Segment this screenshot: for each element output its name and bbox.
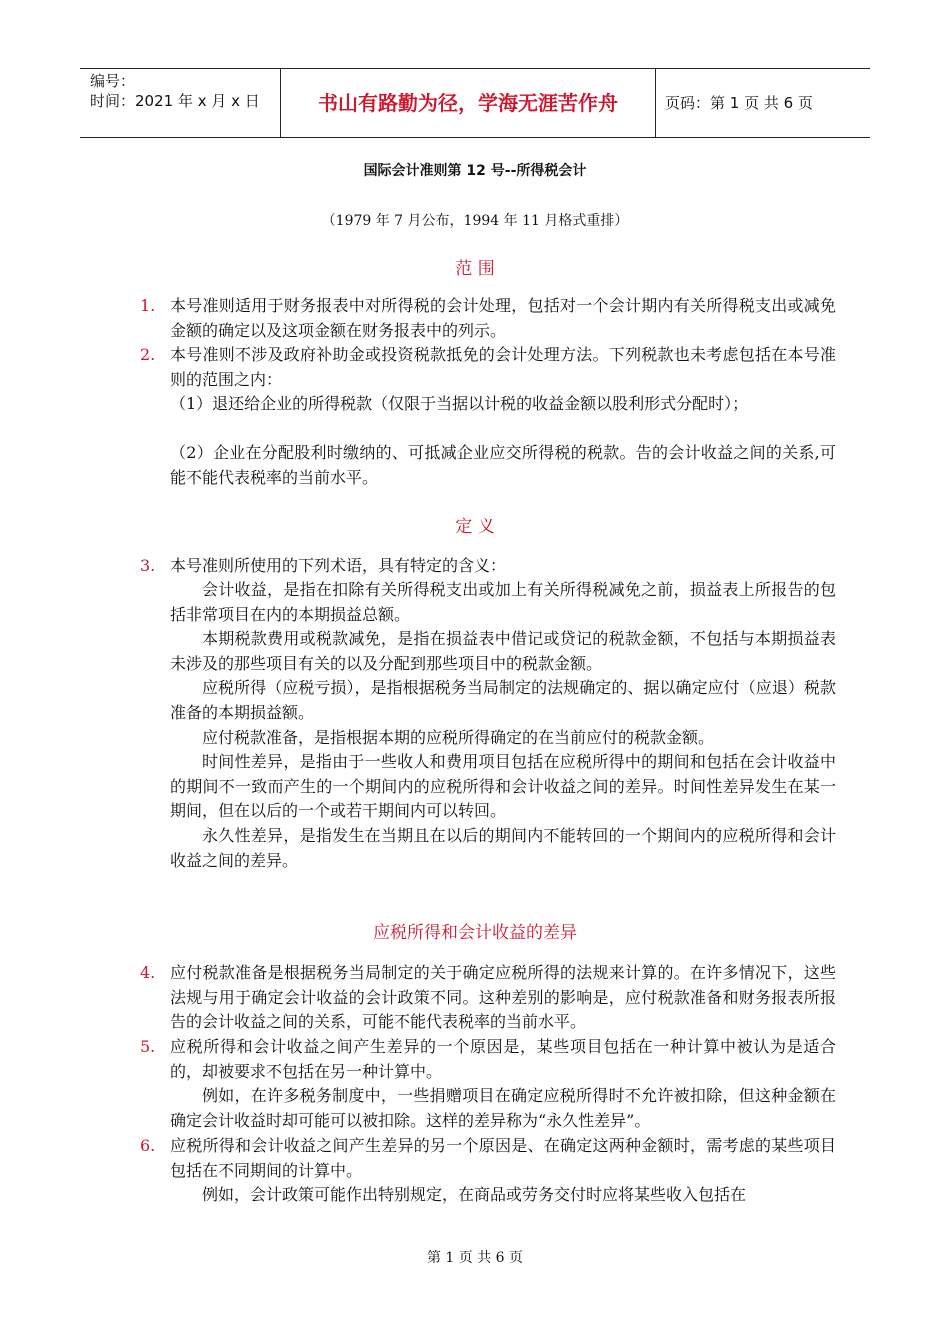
- definition-tax-payable: 应付税款准备，是指根据本期的应税所得确定的在当前应付的税款金额。: [202, 728, 715, 747]
- paragraph-6: 应税所得和会计收益之间产生差异的另一个原因是、在确定这两种金额时，需考虑的某些项目包括在不同期间的计算中。: [170, 1136, 836, 1180]
- paragraph-1: 本号准则适用于财务报表中对所得税的会计处理，包括对一个会计期内有关所得税支出或减免金额的确定以及这项金额在财务报表中的列示。: [170, 296, 836, 340]
- item-number-2: 2.: [140, 345, 156, 364]
- document-subtitle: （1979 年 7 月公布，1994 年 11 月格式重排）: [321, 213, 629, 229]
- section-heading-definitions: 定 义: [455, 517, 495, 537]
- page-number-label: 页码：第 1 页 共 6 页: [665, 94, 813, 112]
- item-number-3: 3.: [140, 556, 156, 575]
- page-header: [80, 68, 870, 138]
- document-title: 国际会计准则第 12 号--所得税会计: [363, 163, 587, 179]
- item-number-6: 6.: [140, 1136, 156, 1155]
- header-motto: 书山有路勤为径，学海无涯苦作舟: [280, 69, 656, 137]
- paragraph-2: 本号准则不涉及政府补助金或投资税款抵免的会计处理方法。下列税款也未考虑包括在本号准则的范围之内：: [170, 345, 836, 389]
- paragraph-5: 应税所得和会计收益之间产生差异的一个原因是，某些项目包括在一种计算中被认为是适合的，却被要求不包括在另一种计算中。: [170, 1037, 836, 1081]
- definition-tax-expense: 本期税款费用或税款减免，是指在损益表中借记或贷记的税款金额，不包括与本期损益表未涉及的那些项目有关的以及分配到那些项目中的税款金额。: [170, 629, 836, 673]
- paragraph-5-example: 例如，在许多税务制度中，一些捐赠项目在确定应税所得时不允许被扣除，但这种金额在确定会计收益时却可能可以被扣除。这样的差异称为“永久性差异”。: [170, 1086, 836, 1130]
- header-meta: [80, 69, 280, 137]
- item-number-4: 4.: [140, 963, 156, 982]
- code-label: 编号：: [90, 72, 136, 90]
- definition-permanent-differences: 永久性差异，是指发生在当期且在以后的期间内不能转回的一个期间内的应税所得和会计收益之间的差异。: [170, 826, 836, 870]
- section-heading-differences: 应税所得和会计收益的差异: [373, 923, 577, 943]
- paragraph-2-subitem-1: （1）退还给企业的所得税款（仅限于当据以计税的收益金额以股利形式分配时）；: [170, 394, 749, 413]
- section-heading-scope: 范 围: [455, 259, 495, 279]
- paragraph-4: 应付税款准备是根据税务当局制定的关于确定应税所得的法规来计算的。在许多情况下，这些法规与用于确定会计收益的会计政策不同。这种差别的影响是，应付税款准备和财务报表所报告的会计收益之间的关系，可能不能代表税率的当前水平。: [170, 963, 836, 1031]
- time-label: 时间：2021 年 x 月 x 日: [90, 92, 260, 110]
- page-footer: 第 1 页 共 6 页: [426, 1250, 524, 1266]
- paragraph-6-example: 例如，会计政策可能作出特别规定，在商品或劳务交付时应将某些收入包括在: [202, 1185, 747, 1204]
- definition-timing-differences: 时间性差异，是指由于一些收人和费用项目包括在应税所得中的期间和包括在会计收益中的期间不一致而产生的一个期间内的应税所得和会计收益之间的差异。时间性差异发生在某一期间，但在以后的一个或若干期间内可以转回。: [170, 752, 836, 820]
- paragraph-2-subitem-2: （2）企业在分配股利时缴纳的、可抵减企业应交所得税的税款。告的会计收益之间的关系,可能不能代表税率的当前水平。: [170, 443, 836, 487]
- paragraph-3: 本号准则所使用的下列术语，具有特定的含义：: [170, 556, 507, 575]
- item-number-1: 1.: [140, 296, 156, 315]
- definition-accounting-income: 会计收益，是指在扣除有关所得税支出或加上有关所得税减免之前，损益表上所报告的包括非常项目在内的本期损益总额。: [170, 580, 836, 624]
- definition-taxable-income: 应税所得（应税亏损），是指根据税务当局制定的法规确定的、据以确定应付（应退）税款准备的本期损益额。: [170, 678, 836, 722]
- item-number-5: 5.: [140, 1037, 156, 1056]
